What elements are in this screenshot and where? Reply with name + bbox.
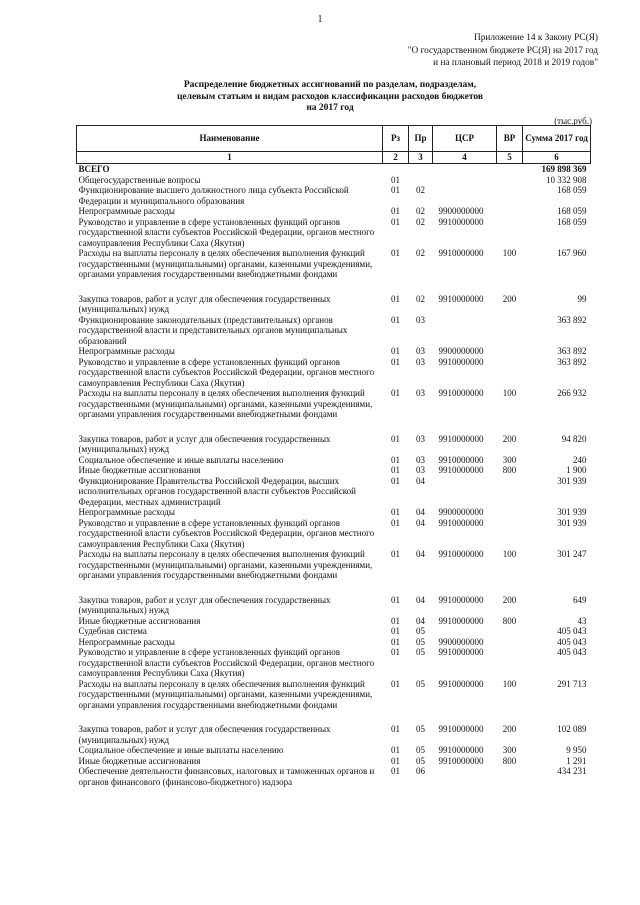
table-row [77, 248, 591, 280]
cell-rz: 01 [391, 745, 400, 755]
cell-sum: 405 043 [557, 626, 587, 636]
cell-vr: 100 [502, 549, 517, 559]
cell-csr: 9910000000 [438, 454, 484, 465]
cell-sum: 363 892 [557, 356, 587, 367]
column-number: 1 [77, 152, 383, 164]
cell-csr: 9910000000 [438, 517, 484, 528]
budget-table [76, 125, 591, 787]
cell-vr [497, 346, 523, 357]
cell-pr: 02 [416, 185, 425, 195]
table-row [77, 476, 591, 508]
table-row [77, 346, 591, 357]
cell-name: Социальное обеспечение и иные выплаты населению [78, 454, 284, 465]
cell-pr: 04 [416, 594, 425, 605]
cell-csr: 9900000000 [438, 346, 484, 356]
table-row [77, 637, 591, 648]
cell-csr: 9910000000 [438, 678, 484, 689]
cell-name: Общегосударственные вопросы [78, 174, 201, 185]
cell-pr: 04 [416, 507, 425, 517]
cell-pr: 03 [416, 346, 425, 356]
cell-pr: 05 [416, 678, 425, 689]
table-row [77, 756, 591, 767]
cell-pr: 05 [416, 647, 425, 657]
cell-name: Иные бюджетные ассигнования [78, 465, 201, 475]
cell-name: Непрограммные расходы [78, 346, 175, 356]
cell-vr [497, 175, 523, 186]
table-row [77, 766, 591, 787]
cell-sum: 102 089 [557, 724, 587, 734]
row-spacer-cell [77, 581, 591, 595]
cell-vr [497, 217, 523, 249]
cell-csr: 9910000000 [438, 216, 484, 227]
cell-vr: 300 [502, 745, 517, 755]
cell-vr [497, 518, 523, 550]
cell-vr: 800 [502, 615, 517, 626]
table-row [77, 679, 591, 711]
cell-csr: 9910000000 [438, 388, 484, 398]
cell-vr: 800 [502, 755, 517, 766]
cell-vr: 800 [502, 465, 517, 475]
cell-pr: 04 [416, 615, 425, 626]
cell-pr: 05 [416, 724, 425, 734]
row-spacer [77, 420, 591, 434]
cell-name: Руководство и управление в сфере установленных функций органов государственной власти субъектов Российской Федерации, органов местного самоуправления Республики Саха (Якутия) [78, 647, 375, 678]
cell-csr [433, 626, 497, 637]
annex-line: и на плановый период 2018 и 2019 годов" [433, 58, 598, 68]
row-spacer-cell [77, 280, 591, 294]
cell-pr: 05 [416, 626, 425, 636]
annex-reference [378, 32, 598, 70]
cell-sum: 405 043 [557, 647, 587, 657]
cell-csr: 9910000000 [438, 549, 484, 559]
cell-csr: 9910000000 [438, 647, 484, 657]
cell-pr: 03 [416, 454, 425, 465]
header-name: Наименование [77, 126, 383, 152]
cell-name: Иные бюджетные ассигнования [78, 615, 201, 626]
cell-vr: 200 [502, 594, 517, 605]
cell-sum: 434 231 [557, 766, 587, 776]
table-row [77, 745, 591, 756]
cell-name: Социальное обеспечение и иные выплаты населению [78, 745, 284, 755]
cell-name: Непрограммные расходы [78, 636, 175, 647]
table-body [77, 164, 591, 788]
cell-name: Судебная система [78, 626, 147, 636]
cell-vr: 100 [502, 678, 517, 689]
column-number: 2 [383, 152, 409, 164]
cell-csr [433, 175, 497, 186]
table-row [77, 357, 591, 389]
row-spacer [77, 581, 591, 595]
cell-pr: 02 [416, 206, 425, 216]
row-spacer-cell [77, 710, 591, 724]
page-number: 1 [317, 14, 323, 25]
cell-name: Иные бюджетные ассигнования [78, 755, 201, 766]
cell-rz: 01 [391, 636, 400, 647]
cell-name: Функционирование Правительства Российской Федерации, высших исполнительных органов государственной власти субъектов Российской Федерации, местных администраций [78, 475, 356, 507]
cell-rz: 01 [391, 724, 400, 734]
table-row [77, 626, 591, 637]
table-row [77, 507, 591, 518]
column-number: 3 [409, 152, 433, 164]
cell-csr: 9910000000 [438, 615, 484, 626]
cell-sum: 266 932 [557, 388, 587, 398]
header-row [77, 126, 591, 152]
cell-vr: 100 [502, 248, 517, 258]
cell-sum: 10 332 908 [546, 174, 587, 185]
document-title [150, 80, 510, 115]
cell-rz: 01 [391, 454, 400, 465]
cell-name: Руководство и управление в сфере установленных функций органов государственной власти субъектов Российской Федерации, органов местного самоуправления Республики Саха (Якутия) [78, 356, 375, 388]
annex-line: "О государственном бюджете РС(Я) на 2017 год [407, 45, 598, 56]
annex-line: Приложение 14 к Закону РС(Я) [474, 33, 598, 43]
cell-vr [497, 476, 523, 508]
header-vr: ВР [497, 126, 523, 152]
cell-name: Расходы на выплаты персоналу в целях обеспечения выполнения функций государственными (муниципальными) органами, казенными учреждениями, органами управления государственными внебюджетными фондами [78, 248, 373, 279]
cell-rz: 01 [391, 766, 400, 776]
cell-name: Руководство и управление в сфере установленных функций органов государственной власти субъектов Российской Федерации, органов местного самоуправления Республики Саха (Якутия) [78, 216, 375, 248]
table-row [77, 175, 591, 186]
cell-pr: 04 [416, 549, 425, 559]
table-row [77, 647, 591, 679]
column-number: 6 [523, 152, 591, 164]
cell-rz: 01 [391, 678, 400, 689]
cell-vr [497, 626, 523, 637]
cell-vr [497, 206, 523, 217]
row-spacer [77, 710, 591, 724]
title-line: Распределение бюджетных ассигнований по разделам, подразделам, [183, 80, 477, 90]
cell-sum: 301 939 [557, 475, 587, 486]
header-sum: Сумма 2017 год [523, 126, 591, 152]
cell-rz: 01 [391, 615, 400, 626]
cell-vr: 300 [502, 454, 517, 465]
cell-sum: 649 [573, 594, 587, 605]
cell-pr: 06 [416, 766, 425, 776]
cell-rz: 01 [391, 755, 400, 766]
cell-csr: 9910000000 [438, 745, 484, 755]
cell-pr: 03 [416, 388, 425, 398]
cell-pr: 02 [416, 216, 425, 227]
cell-rz: 01 [391, 216, 400, 227]
table-row [77, 294, 591, 315]
cell-vr [497, 507, 523, 518]
table-row [77, 595, 591, 616]
cell-rz: 01 [391, 475, 400, 486]
cell-csr: 9910000000 [438, 594, 484, 605]
cell-csr [433, 766, 497, 787]
cell-rz: 01 [391, 594, 400, 605]
table-row [77, 455, 591, 466]
cell-rz: 01 [391, 206, 400, 216]
cell-sum: 405 043 [557, 636, 587, 647]
cell-rz: 01 [391, 517, 400, 528]
table-row [77, 434, 591, 455]
cell-sum: 169 898 369 [541, 164, 587, 174]
title-line: целевым статьям и видам расходов классификации расходов бюджетов [176, 91, 484, 102]
cell-pr: 03 [416, 314, 425, 325]
table-row [77, 206, 591, 217]
cell-csr: 9910000000 [438, 433, 484, 444]
cell-pr: 05 [416, 636, 425, 647]
header-csr: ЦСР [433, 126, 497, 152]
cell-sum: 301 247 [557, 549, 587, 559]
cell-vr [497, 766, 523, 787]
cell-pr: 02 [416, 293, 425, 304]
cell-vr [497, 164, 523, 175]
table-row [77, 164, 591, 175]
cell-rz: 01 [391, 507, 400, 517]
cell-name: Закупка товаров, работ и услуг для обеспечения государственных (муниципальных) нужд [78, 293, 331, 314]
cell-rz: 01 [391, 314, 400, 325]
header-pr: Пр [409, 126, 433, 152]
cell-csr: 9910000000 [438, 465, 484, 475]
cell-sum: 1 900 [566, 465, 587, 475]
table-row [77, 616, 591, 627]
cell-name: Расходы на выплаты персоналу в целях обеспечения выполнения функций государственными (муниципальными) органами, казенными учреждениями, органами управления государственными внебюджетными фондами [78, 678, 373, 710]
cell-sum: 240 [573, 454, 587, 465]
cell-pr: 03 [416, 356, 425, 367]
unit-label: (тыс.руб.) [554, 116, 592, 126]
cell-rz: 01 [391, 346, 400, 356]
table-row [77, 388, 591, 420]
cell-rz: 01 [391, 647, 400, 657]
table-row [77, 518, 591, 550]
cell-csr [433, 315, 497, 347]
cell-rz: 01 [391, 174, 400, 185]
cell-vr [497, 315, 523, 347]
cell-name: Непрограммные расходы [78, 206, 175, 216]
cell-csr [433, 476, 497, 508]
table-row [77, 724, 591, 745]
cell-vr: 200 [502, 293, 517, 304]
cell-pr: 03 [416, 465, 425, 475]
cell-vr: 200 [502, 724, 517, 734]
table-row [77, 465, 591, 476]
cell-name: ВСЕГО [78, 164, 110, 174]
cell-name: Непрограммные расходы [78, 507, 175, 517]
cell-sum: 168 059 [557, 185, 587, 195]
row-spacer-cell [77, 420, 591, 434]
table-row [77, 185, 591, 206]
cell-csr [433, 185, 497, 206]
cell-vr: 200 [502, 433, 517, 444]
table-row [77, 549, 591, 581]
cell-sum: 1 291 [566, 755, 587, 766]
cell-pr: 03 [416, 433, 425, 444]
cell-sum: 363 892 [557, 346, 587, 356]
cell-sum: 167 960 [557, 248, 587, 258]
cell-vr: 100 [502, 388, 517, 398]
cell-name: Закупка товаров, работ и услуг для обеспечения государственных (муниципальных) нужд [78, 433, 331, 454]
cell-vr [497, 357, 523, 389]
row-spacer [77, 280, 591, 294]
cell-pr: 05 [416, 755, 425, 766]
column-number: 5 [497, 152, 523, 164]
cell-rz: 01 [391, 433, 400, 444]
cell-rz: 01 [391, 248, 400, 258]
cell-rz: 01 [391, 465, 400, 475]
cell-vr [497, 637, 523, 648]
cell-rz: 01 [391, 626, 400, 636]
cell-sum: 168 059 [557, 206, 587, 216]
cell-pr: 05 [416, 745, 425, 755]
cell-rz: 01 [391, 356, 400, 367]
title-line: на 2017 год [306, 103, 354, 113]
cell-rz: 01 [391, 185, 400, 195]
cell-name: Функционирование высшего должностного лица субъекта Российской Федерации и муниципального образования [78, 185, 349, 206]
cell-name: Функционирование законодательных (представительных) органов государственной власти и представительных органов муниципальных образований [78, 314, 348, 346]
cell-csr: 9910000000 [438, 755, 484, 766]
cell-csr: 9910000000 [438, 293, 484, 304]
cell-vr [497, 647, 523, 679]
table-row [77, 217, 591, 249]
column-number: 4 [433, 152, 497, 164]
cell-sum: 43 [577, 615, 587, 626]
cell-sum: 291 713 [557, 678, 587, 689]
cell-csr: 9910000000 [438, 356, 484, 367]
cell-sum: 168 059 [557, 216, 587, 227]
cell-name: Расходы на выплаты персоналу в целях обеспечения выполнения функций государственными (муниципальными) органами, казенными учреждениями, органами управления государственными внебюджетными фондами [78, 549, 373, 580]
cell-name: Закупка товаров, работ и услуг для обеспечения государственных (муниципальных) нужд [78, 724, 331, 745]
cell-csr [433, 164, 497, 175]
cell-name: Руководство и управление в сфере установленных функций органов государственной власти субъектов Российской Федерации, органов местного самоуправления Республики Саха (Якутия) [78, 517, 375, 549]
cell-pr: 02 [416, 248, 425, 258]
cell-pr [409, 164, 433, 175]
cell-sum: 94 820 [561, 433, 587, 444]
cell-csr: 9900000000 [438, 206, 484, 216]
cell-name: Закупка товаров, работ и услуг для обеспечения государственных (муниципальных) нужд [78, 594, 331, 615]
cell-vr [497, 185, 523, 206]
cell-pr: 04 [416, 475, 425, 486]
cell-rz: 01 [391, 549, 400, 559]
cell-pr: 04 [416, 517, 425, 528]
cell-sum: 301 939 [557, 517, 587, 528]
cell-sum: 99 [577, 293, 587, 304]
cell-csr: 9910000000 [438, 724, 484, 734]
cell-name: Расходы на выплаты персоналу в целях обеспечения выполнения функций государственными (муниципальными) органами, казенными учреждениями, органами управления государственными внебюджетными фондами [78, 388, 373, 419]
cell-csr: 9910000000 [438, 248, 484, 258]
cell-csr: 9900000000 [438, 507, 484, 517]
cell-rz: 01 [391, 388, 400, 398]
cell-sum: 363 892 [557, 314, 587, 325]
cell-rz [383, 164, 409, 175]
cell-sum: 9 950 [566, 745, 587, 755]
header-rz: Рз [383, 126, 409, 152]
table-row [77, 315, 591, 347]
cell-pr [409, 175, 433, 186]
cell-name: Обеспечение деятельности финансовых, налоговых и таможенных органов и органов финансового (финансово-бюджетного) надзора [78, 766, 375, 787]
cell-rz: 01 [391, 293, 400, 304]
column-number-row [77, 152, 591, 164]
cell-sum: 301 939 [557, 507, 587, 517]
cell-csr: 9900000000 [438, 636, 484, 647]
